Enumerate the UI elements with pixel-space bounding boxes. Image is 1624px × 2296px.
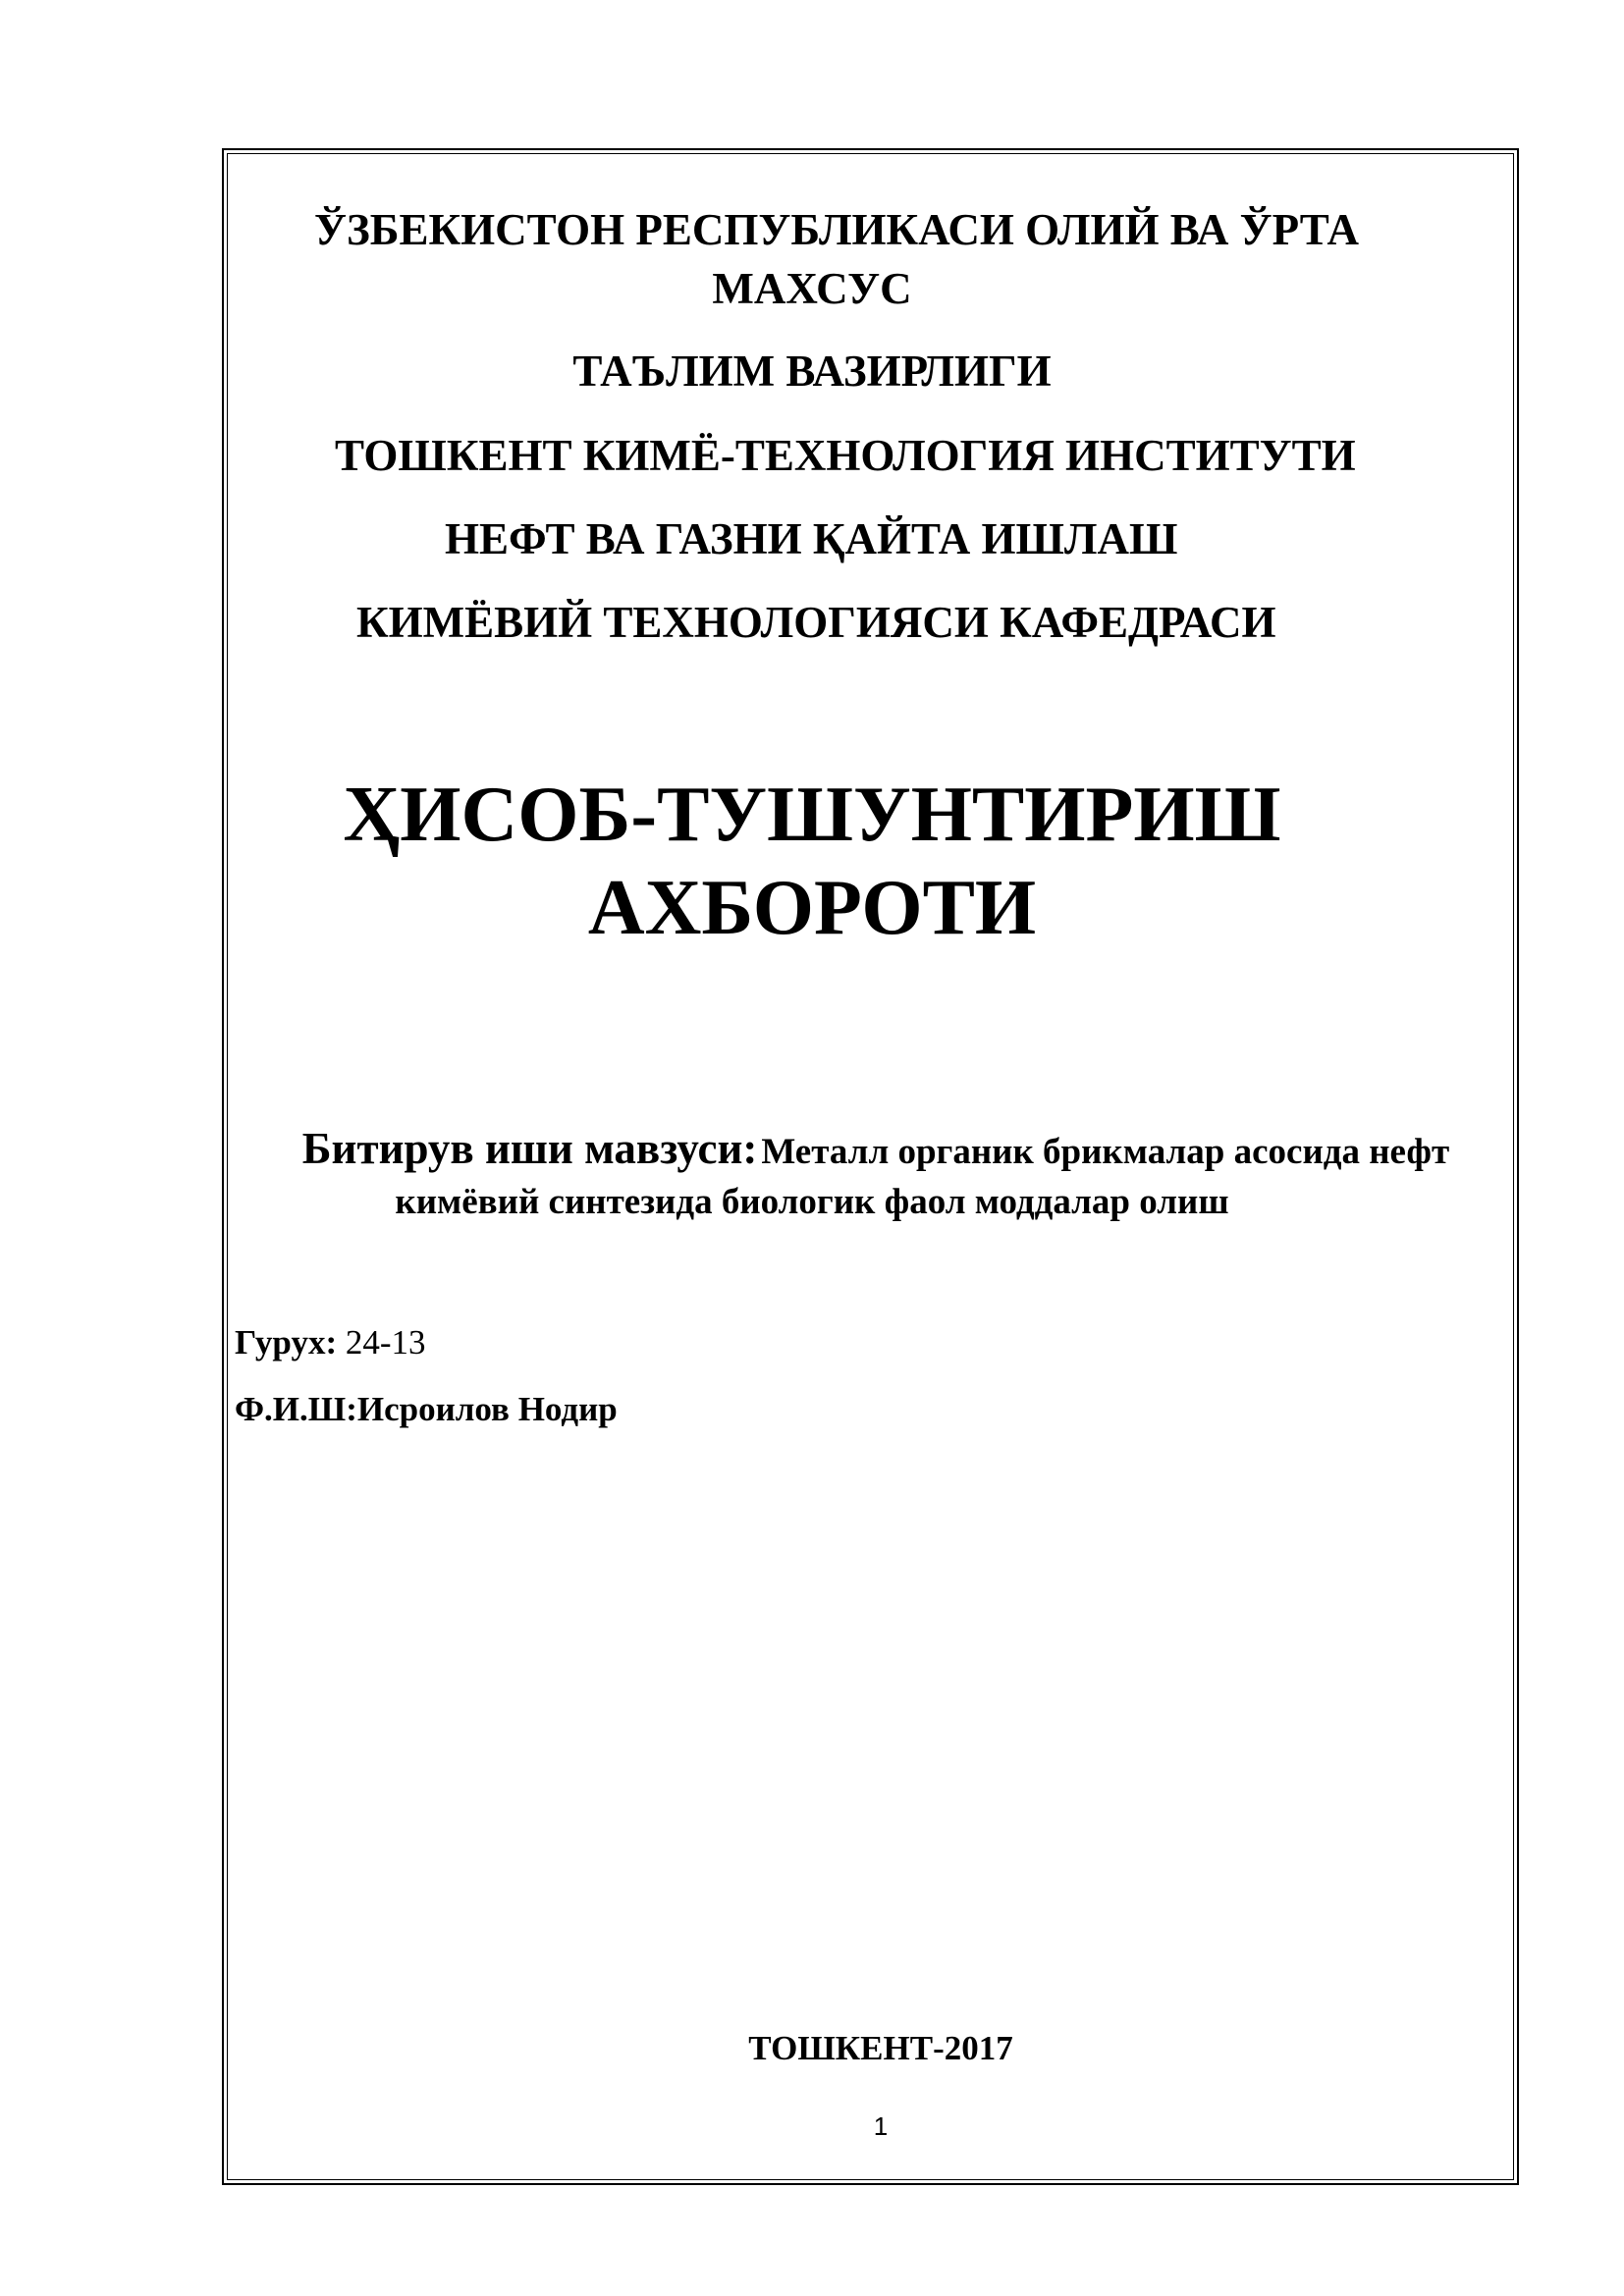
group-label: Гурух: bbox=[235, 1323, 338, 1362]
student-field bbox=[235, 1392, 618, 1426]
thesis-topic-value-2: кимёвий синтезида биологик фаол моддалар олиш bbox=[395, 1182, 1229, 1222]
department-line-1: НЕФТ ВА ГАЗНИ ҚАЙТА ИШЛАШ bbox=[445, 514, 1178, 563]
ministry-line-3: ТАЪЛИМ ВАЗИРЛИГИ bbox=[572, 347, 1052, 396]
thesis-topic-line-2 bbox=[0, 1184, 1624, 1220]
document-title-line-2: АХБОРОТИ bbox=[587, 865, 1037, 951]
page-number: 1 bbox=[873, 2111, 889, 2141]
student-label: Ф.И.Ш: bbox=[235, 1390, 357, 1428]
city-year: ТОШКЕНТ-2017 bbox=[748, 2029, 1013, 2067]
ministry-line-1: ЎЗБЕКИСТОН РЕСПУБЛИКАСИ ОЛИЙ ВА ЎРТА bbox=[314, 205, 1359, 254]
ministry-line-2: МАХСУС bbox=[712, 264, 912, 313]
student-name: Исроилов Нодир bbox=[356, 1390, 618, 1428]
thesis-topic-value-1: Металл органик брикмалар асосида нефт bbox=[761, 1132, 1450, 1172]
group-value: 24-13 bbox=[345, 1323, 426, 1362]
thesis-topic-line-1 bbox=[0, 1124, 1624, 1173]
thesis-topic-label: Битирув иши мавзуси: bbox=[301, 1124, 758, 1173]
department-line-2: КИМЁВИЙ ТЕХНОЛОГИЯСИ КАФЕДРАСИ bbox=[356, 598, 1276, 647]
group-field bbox=[235, 1325, 426, 1360]
document-title-line-1: ҲИСОБ-ТУШУНТИРИШ bbox=[343, 772, 1281, 858]
institute-name: ТОШКЕНТ КИМЁ-ТЕХНОЛОГИЯ ИНСТИТУТИ bbox=[335, 431, 1356, 480]
